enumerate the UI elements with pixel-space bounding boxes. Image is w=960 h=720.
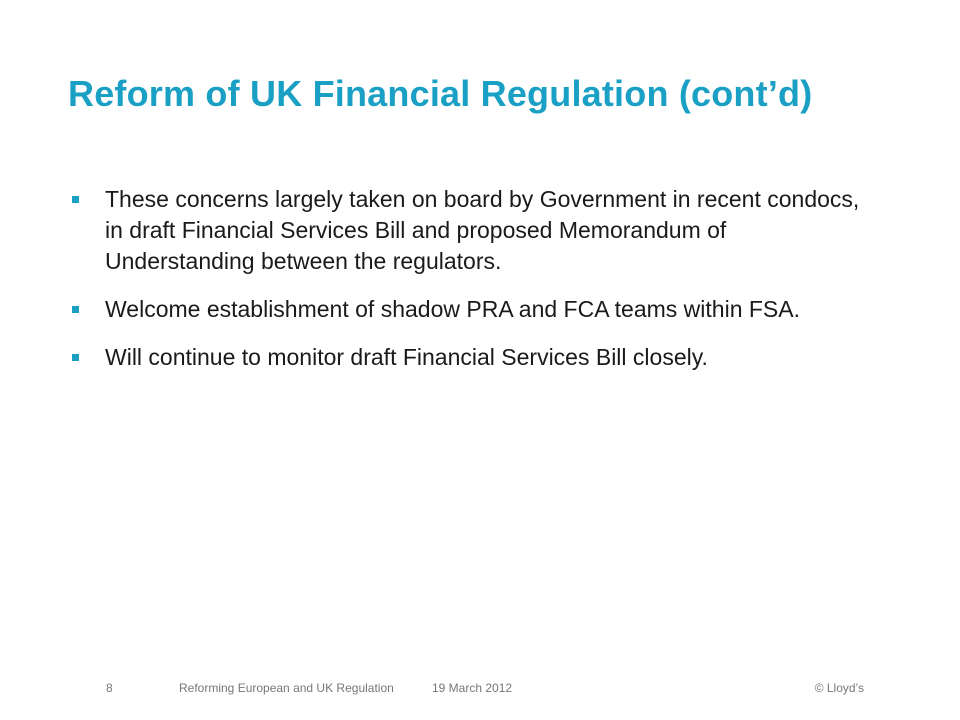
bullet-list bbox=[68, 184, 868, 390]
bullet-item bbox=[68, 184, 868, 277]
bullet-text: Welcome establishment of shadow PRA and FCA teams within FSA. bbox=[105, 296, 800, 322]
footer-date: 19 March 2012 bbox=[432, 681, 513, 695]
bullet-text: Will continue to monitor draft Financial Services Bill closely. bbox=[105, 344, 708, 370]
bullet-text: These concerns largely taken on board by Government in recent condocs, in draft Financial Services Bill and proposed Memorandum of Understanding between the regulators. bbox=[105, 186, 860, 274]
slide-title: Reform of UK Financial Regulation (cont’d) bbox=[68, 73, 813, 114]
square-bullet-icon bbox=[68, 342, 105, 373]
square-bullet-icon bbox=[68, 184, 105, 215]
footer-copyright: © Lloyd’s bbox=[814, 681, 864, 695]
bullet-item bbox=[68, 342, 868, 373]
square-bullet-icon bbox=[68, 294, 105, 325]
bullet-item bbox=[68, 294, 868, 325]
page-number: 8 bbox=[106, 681, 113, 695]
footer-presentation-title: Reforming European and UK Regulation bbox=[179, 681, 394, 695]
